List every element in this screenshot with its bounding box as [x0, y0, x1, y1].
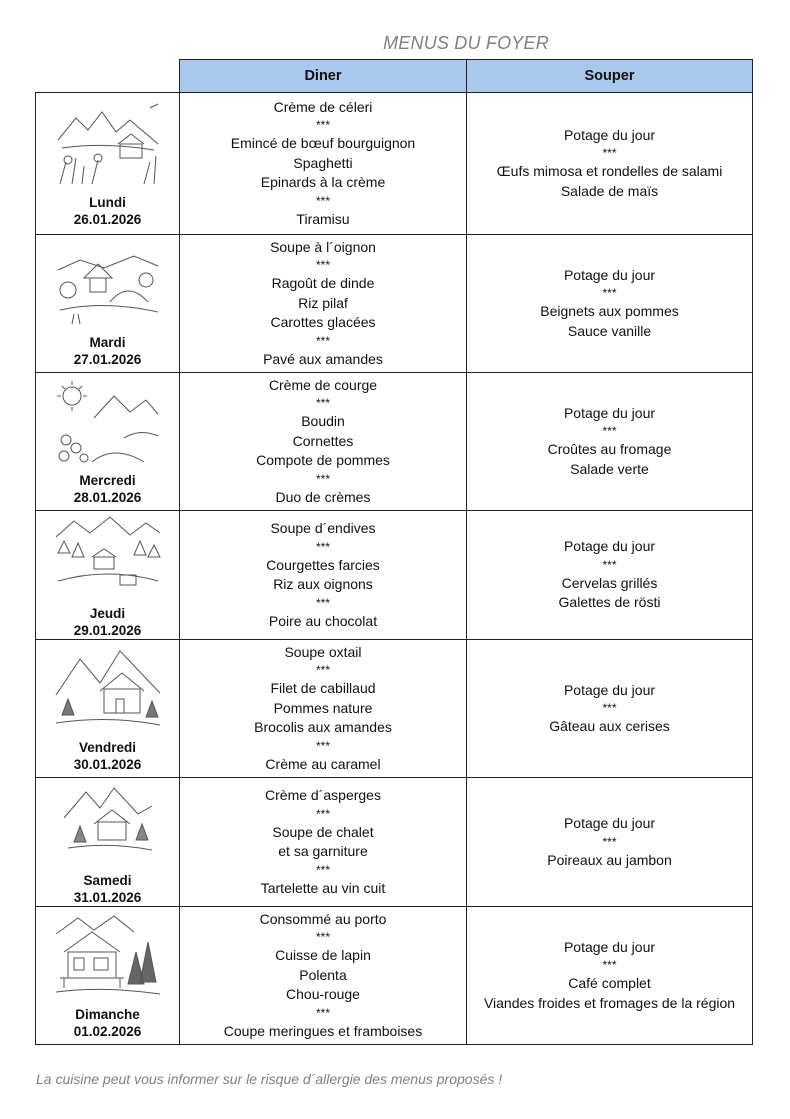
separator: *** [602, 557, 617, 572]
day-date: 28.01.2026 [73, 489, 142, 505]
mountain-meadow-house-icon [36, 100, 179, 188]
separator: *** [315, 193, 330, 208]
souper-dish: Beignets aux pommes [540, 303, 679, 320]
separator: *** [315, 118, 330, 133]
separator: *** [602, 424, 617, 439]
allergy-note: La cuisine peut vous informer sur le risque d´allergie des menus proposés ! [36, 1071, 503, 1087]
diner-dish: Cuisse de lapin [275, 947, 371, 964]
souper-cell [467, 511, 753, 640]
diner-dish: Cornettes [292, 432, 354, 449]
separator: *** [315, 396, 330, 411]
diner-dish: Emincé de bœuf bourguignon [230, 135, 416, 152]
menu-row-mercredi [36, 373, 753, 511]
diner-dish: Soupe à l´oignon [270, 238, 376, 255]
day-name: Dimanche [75, 1006, 140, 1022]
day-name: Mercredi [79, 472, 136, 488]
souper-dish: Sauce vanille [567, 322, 652, 339]
japanese-garden-bridge-icon [36, 240, 179, 328]
diner-dish: et sa garniture [278, 843, 368, 859]
diner-dish: Chou-rouge [286, 986, 360, 1003]
diner-cell [180, 511, 467, 640]
souper-dish: Potage du jour [563, 266, 656, 283]
separator: *** [315, 930, 330, 945]
day-name: Jeudi [89, 606, 126, 621]
diner-dish: Consommé au porto [259, 910, 387, 927]
souper-dish: Poireaux au jambon [547, 851, 672, 868]
souper-dish: Salade verte [570, 460, 649, 477]
diner-cell [180, 93, 467, 235]
diner-dish: Soupe d´endives [270, 520, 376, 536]
diner-dish: Brocolis aux amandes [254, 719, 392, 736]
day-date: 29.01.2026 [73, 623, 142, 638]
separator: *** [315, 471, 330, 486]
diner-dish: Riz pilaf [298, 294, 348, 311]
souper-cell [467, 235, 753, 373]
diner-dish: Ragoût de dinde [271, 275, 375, 292]
souper-dish: Viandes froides et fromages de la région [483, 994, 736, 1011]
souper-dish: Potage du jour [563, 815, 656, 831]
diner-dish: Coupe meringues et framboises [223, 1022, 423, 1039]
souper-dish: Gâteau aux cerises [549, 718, 670, 734]
day-cell [36, 511, 180, 640]
diner-dish: Pavé aux amandes [263, 350, 383, 367]
souper-dish: Café complet [568, 975, 651, 992]
separator: *** [315, 258, 330, 273]
souper-dish: Potage du jour [563, 938, 656, 955]
day-name: Lundi [89, 194, 126, 210]
sun-garden-landscape-icon [36, 378, 179, 466]
separator: *** [602, 834, 617, 849]
separator: *** [602, 958, 617, 973]
page-title: MENUS DU FOYER [383, 33, 549, 53]
day-cell [36, 373, 180, 511]
diner-dish: Tartelette au vin cuit [260, 879, 386, 896]
diner-cell [180, 235, 467, 373]
souper-dish: Potage du jour [563, 681, 656, 698]
diner-dish: Pommes nature [273, 699, 373, 716]
day-name: Vendredi [78, 739, 137, 755]
diner-dish: Spaghetti [293, 154, 353, 171]
menu-table [35, 59, 753, 1045]
day-date: 27.01.2026 [73, 351, 142, 367]
menu-row-lundi [36, 93, 753, 235]
menu-row-mardi [36, 235, 753, 373]
separator: *** [602, 701, 617, 715]
forest-lodge-icon [36, 912, 179, 1000]
souper-dish: Croûtes au fromage [547, 441, 672, 458]
day-name: Samedi [83, 873, 132, 888]
day-name: Mardi [89, 334, 126, 350]
souper-cell [467, 93, 753, 235]
diner-dish: Crème de courge [268, 376, 378, 393]
day-cell [36, 907, 180, 1045]
diner-dish: Poire au chocolat [268, 612, 378, 629]
diner-dish: Crème de céleri [273, 98, 373, 115]
souper-dish: Potage du jour [563, 404, 656, 421]
souper-cell [467, 373, 753, 511]
header-souper: Souper [467, 60, 753, 93]
diner-dish: Courgettes farcies [266, 556, 380, 573]
separator: *** [315, 663, 330, 678]
diner-dish: Crème d´asperges [265, 787, 381, 803]
souper-cell [467, 640, 753, 778]
diner-dish: Riz aux oignons [273, 576, 373, 592]
diner-dish: Polenta [299, 966, 347, 983]
day-date: 30.01.2026 [73, 756, 142, 772]
separator: *** [315, 539, 330, 554]
separator: *** [315, 738, 330, 753]
souper-dish: Œufs mimosa et rondelles de salami [496, 163, 723, 180]
day-date: 31.01.2026 [73, 890, 142, 905]
diner-cell [180, 373, 467, 511]
separator: *** [315, 595, 330, 610]
diner-dish: Epinards à la crème [260, 174, 386, 191]
souper-cell [467, 907, 753, 1045]
separator: *** [602, 286, 617, 301]
diner-dish: Compote de pommes [256, 452, 390, 469]
day-date: 01.02.2026 [73, 1023, 142, 1039]
alpine-village-icon [36, 511, 179, 599]
separator: *** [315, 1005, 330, 1020]
diner-cell [180, 907, 467, 1045]
diner-dish: Soupe oxtail [284, 643, 362, 660]
menu-row-dimanche [36, 907, 753, 1045]
souper-dish: Cervelas grillés [561, 574, 658, 591]
souper-cell [467, 778, 753, 907]
menu-row-vendredi [36, 640, 753, 778]
day-cell [36, 640, 180, 778]
diner-dish: Crème au caramel [265, 755, 381, 772]
menu-row-jeudi [36, 511, 753, 640]
menu-row-samedi [36, 778, 753, 907]
souper-dish: Galettes de rösti [558, 594, 661, 611]
souper-dish: Potage du jour [563, 538, 656, 555]
diner-cell [180, 778, 467, 907]
day-cell [36, 778, 180, 907]
mountain-cabin-icon [36, 645, 179, 733]
separator: *** [315, 862, 330, 877]
diner-cell [180, 640, 467, 778]
day-cell [36, 93, 180, 235]
diner-dish: Boudin [301, 413, 345, 430]
day-date: 26.01.2026 [73, 211, 142, 227]
mountain-chalet-icon [36, 778, 179, 866]
header-diner: Diner [180, 60, 467, 93]
diner-dish: Soupe de chalet [272, 823, 374, 840]
day-cell [36, 235, 180, 373]
separator: *** [315, 333, 330, 348]
separator: *** [315, 806, 330, 821]
separator: *** [602, 146, 617, 161]
diner-dish: Carottes glacées [270, 314, 376, 331]
diner-dish: Filet de cabillaud [270, 680, 376, 697]
diner-dish: Tiramisu [296, 210, 350, 227]
souper-dish: Salade de maïs [560, 182, 659, 199]
diner-dish: Duo de crèmes [275, 488, 371, 505]
souper-dish: Potage du jour [563, 126, 656, 143]
